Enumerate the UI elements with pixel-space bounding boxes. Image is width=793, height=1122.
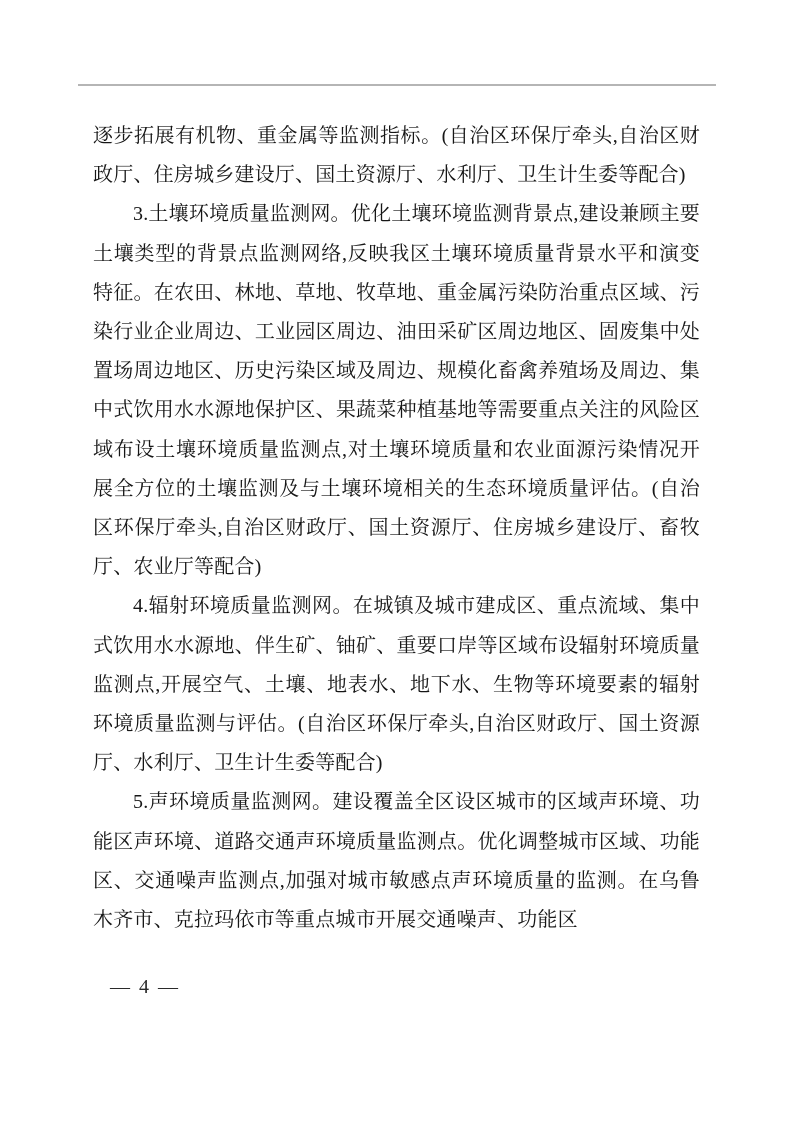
paragraph-continuation: 逐步拓展有机物、重金属等监测指标。(自治区环保厅牵头,自治区财政厅、住房城乡建设厅、国土资源厅、水利厅、卫生计生委等配合): [93, 125, 700, 187]
document-body: [93, 117, 700, 940]
paragraph-item-5-noise-monitoring: 5.声环境质量监测网。建设覆盖全区设区城市的区域声环境、功能区声环境、道路交通声环境质量监测点。优化调整城市区域、功能区、交通噪声监测点,加强对城市敏感点声环境质量的监测。在乌鲁木齐市、克拉玛依市等重点城市开展交通噪声、功能区: [93, 791, 700, 932]
paragraph-item-4-radiation-monitoring: 4.辐射环境质量监测网。在城镇及城市建成区、重点流域、集中式饮用水水源地、伴生矿、铀矿、重要口岸等区域布设辐射环境质量监测点,开展空气、土壤、地表水、地下水、生物等环境要素的辐射环境质量监测与评估。(自治区环保厅牵头,自治区财政厅、国土资源厅、水利厅、卫生计生委等配合): [93, 595, 700, 775]
header-divider: [78, 84, 716, 86]
page-number: — 4 —: [110, 976, 180, 998]
paragraph-item-3-soil-monitoring: 3.土壤环境质量监测网。优化土壤环境监测背景点,建设兼顾主要土壤类型的背景点监测网络,反映我区土壤环境质量背景水平和演变特征。在农田、林地、草地、牧草地、重金属污染防治重点区域、污染行业企业周边、工业园区周边、油田采矿区周边地区、固废集中处置场周边地区、历史污染区域及周边、规模化畜禽养殖场及周边、集中式饮用水水源地保护区、果蔬菜种植基地等需要重点关注的风险区域布设土壤环境质量监测点,对土壤环境质量和农业面源污染情况开展全方位的土壤监测及与土壤环境相关的生态环境质量评估。(自治区环保厅牵头,自治区财政厅、国土资源厅、住房城乡建设厅、畜牧厅、农业厅等配合): [93, 203, 700, 579]
